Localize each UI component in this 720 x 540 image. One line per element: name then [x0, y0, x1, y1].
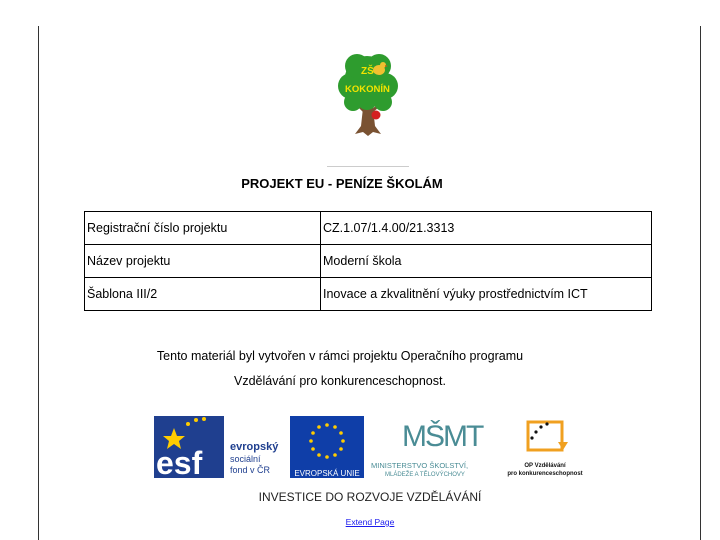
eu-flag-logo	[290, 416, 364, 478]
op-text-1: OP Vzdělávání	[524, 463, 566, 469]
esf-text-2: sociální	[230, 454, 261, 464]
msmt-logo	[371, 419, 484, 478]
esf-logo	[154, 416, 279, 481]
msmt-text-1: MINISTERSTVO ŠKOLSTVÍ,	[371, 461, 469, 470]
table-cell-value: Moderní škola	[321, 245, 652, 278]
esf-text-3: fond v ČR	[230, 465, 271, 475]
table-row	[85, 278, 652, 311]
note-line-2: Vzdělávání pro konkurenceschopnost.	[234, 374, 446, 388]
op-text-2: pro konkurenceschopnost	[507, 471, 583, 477]
school-logo-text-1: ZŠ	[361, 66, 374, 77]
right-page-border	[700, 26, 701, 540]
school-logo	[327, 26, 409, 167]
funding-logos-strip	[150, 412, 590, 484]
msmt-mark: MŠMT	[402, 420, 483, 453]
note-line-1: Tento materiál byl vytvořen v rámci projektu Operačního programu	[156, 349, 524, 363]
project-info-table	[84, 211, 652, 311]
school-tree-logo-image	[327, 26, 409, 166]
table-cell-value: Inovace a zkvalitnění výuky prostřednictvím ICT	[321, 278, 652, 311]
esf-mark: esf	[156, 445, 203, 481]
esf-text-1: evropský	[230, 441, 279, 453]
table-cell-label: Registrační číslo projektu	[85, 212, 321, 245]
extend-page-link[interactable]: Extend Page	[345, 517, 395, 527]
op-vzdelavani-logo	[507, 422, 582, 477]
left-page-border	[38, 26, 39, 540]
table-row	[85, 245, 652, 278]
table-cell-label: Šablona III/2	[85, 278, 321, 311]
school-logo-text-2: KOKONÍN	[345, 84, 390, 95]
msmt-text-2: MLÁDEŽE A TĚLOVÝCHOVY	[385, 472, 465, 478]
table-row	[85, 212, 652, 245]
table-cell-value: CZ.1.07/1.4.00/21.3313	[321, 212, 652, 245]
investice-slogan: INVESTICE DO ROZVOJE VZDĚLÁVÁNÍ	[258, 490, 482, 504]
table-cell-label: Název projektu	[85, 245, 321, 278]
eu-caption: EVROPSKÁ UNIE	[294, 469, 360, 478]
page-title: PROJEKT EU - PENÍZE ŠKOLÁM	[241, 176, 443, 191]
